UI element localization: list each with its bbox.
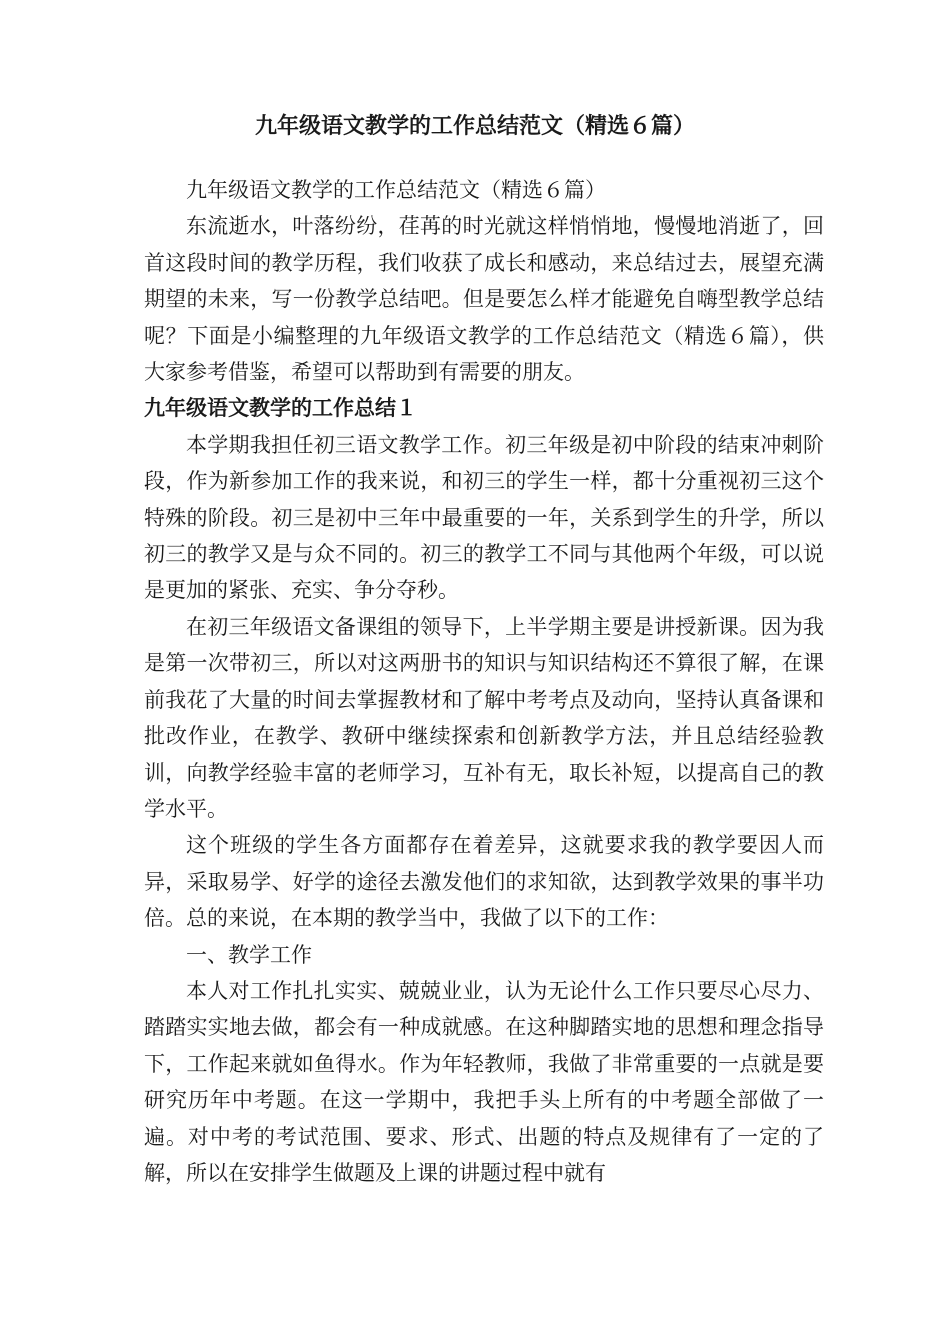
- body-paragraph: 本学期我担任初三语文教学工作。初三年级是初中阶段的结束冲刺阶段，作为新参加工作的我来说，和初三的学生一样，都十分重视初三这个特殊的阶段。初三是初中三年中最重要的一年，关系到学生的升学，所以初三的教学又是与众不同的。初三的教学工不同与其他两个年级，可以说是更加的紧张、充实、争分夺秒。: [144, 432, 824, 603]
- document-title: 九年级语文教学的工作总结范文（精选６篇）: [254, 114, 695, 139]
- section-heading: 九年级语文教学的工作总结１: [144, 396, 417, 421]
- document-body: [144, 172, 824, 1191]
- body-paragraph: 本人对工作扎扎实实、兢兢业业，认为无论什么工作只要尽心尽力、踏踏实实地去做，都会有一种成就感。在这种脚踏实地的思想和理念指导下，工作起来就如鱼得水。作为年轻教师，我做了非常重要的一点就是要研究历年中考题。在这一学期中，我把手头上所有的中考题全部做了一遍。对中考的考试范围、要求、形式、出题的特点及规律有了一定的了解，所以在安排学生做题及上课的讲题过程中就有: [144, 978, 824, 1185]
- subsection-heading: 一、教学工作: [186, 942, 312, 967]
- body-paragraph: 在初三年级语文备课组的领导下，上半学期主要是讲授新课。因为我是第一次带初三，所以对这两册书的知识与知识结构还不算很了解，在课前我花了大量的时间去掌握教材和了解中考考点及动向，坚持认真备课和批改作业，在教学、教研中继续探索和创新教学方法，并且总结经验教训，向教学经验丰富的老师学习，互补有无，取长补短，以提高自己的教学水平。: [144, 614, 824, 821]
- body-paragraph: 这个班级的学生各方面都存在着差异，这就要求我的教学要因人而异，采取易学、好学的途径去激发他们的求知欲，达到教学效果的事半功倍。总的来说，在本期的教学当中，我做了以下的工作：: [144, 833, 824, 931]
- subtitle-paragraph: 九年级语文教学的工作总结范文（精选６篇）: [186, 178, 606, 202]
- intro-paragraph: 东流逝水，叶落纷纷，荏苒的时光就这样悄悄地，慢慢地消逝了，回首这段时间的教学历程，我们收获了成长和感动，来总结过去，展望充满期望的未来，写一份教学总结吧。但是要怎么样才能避免自嗨型教学总结呢？下面是小编整理的九年级语文教学的工作总结范文（精选６篇），供大家参考借鉴，希望可以帮助到有需要的朋友。: [144, 214, 824, 385]
